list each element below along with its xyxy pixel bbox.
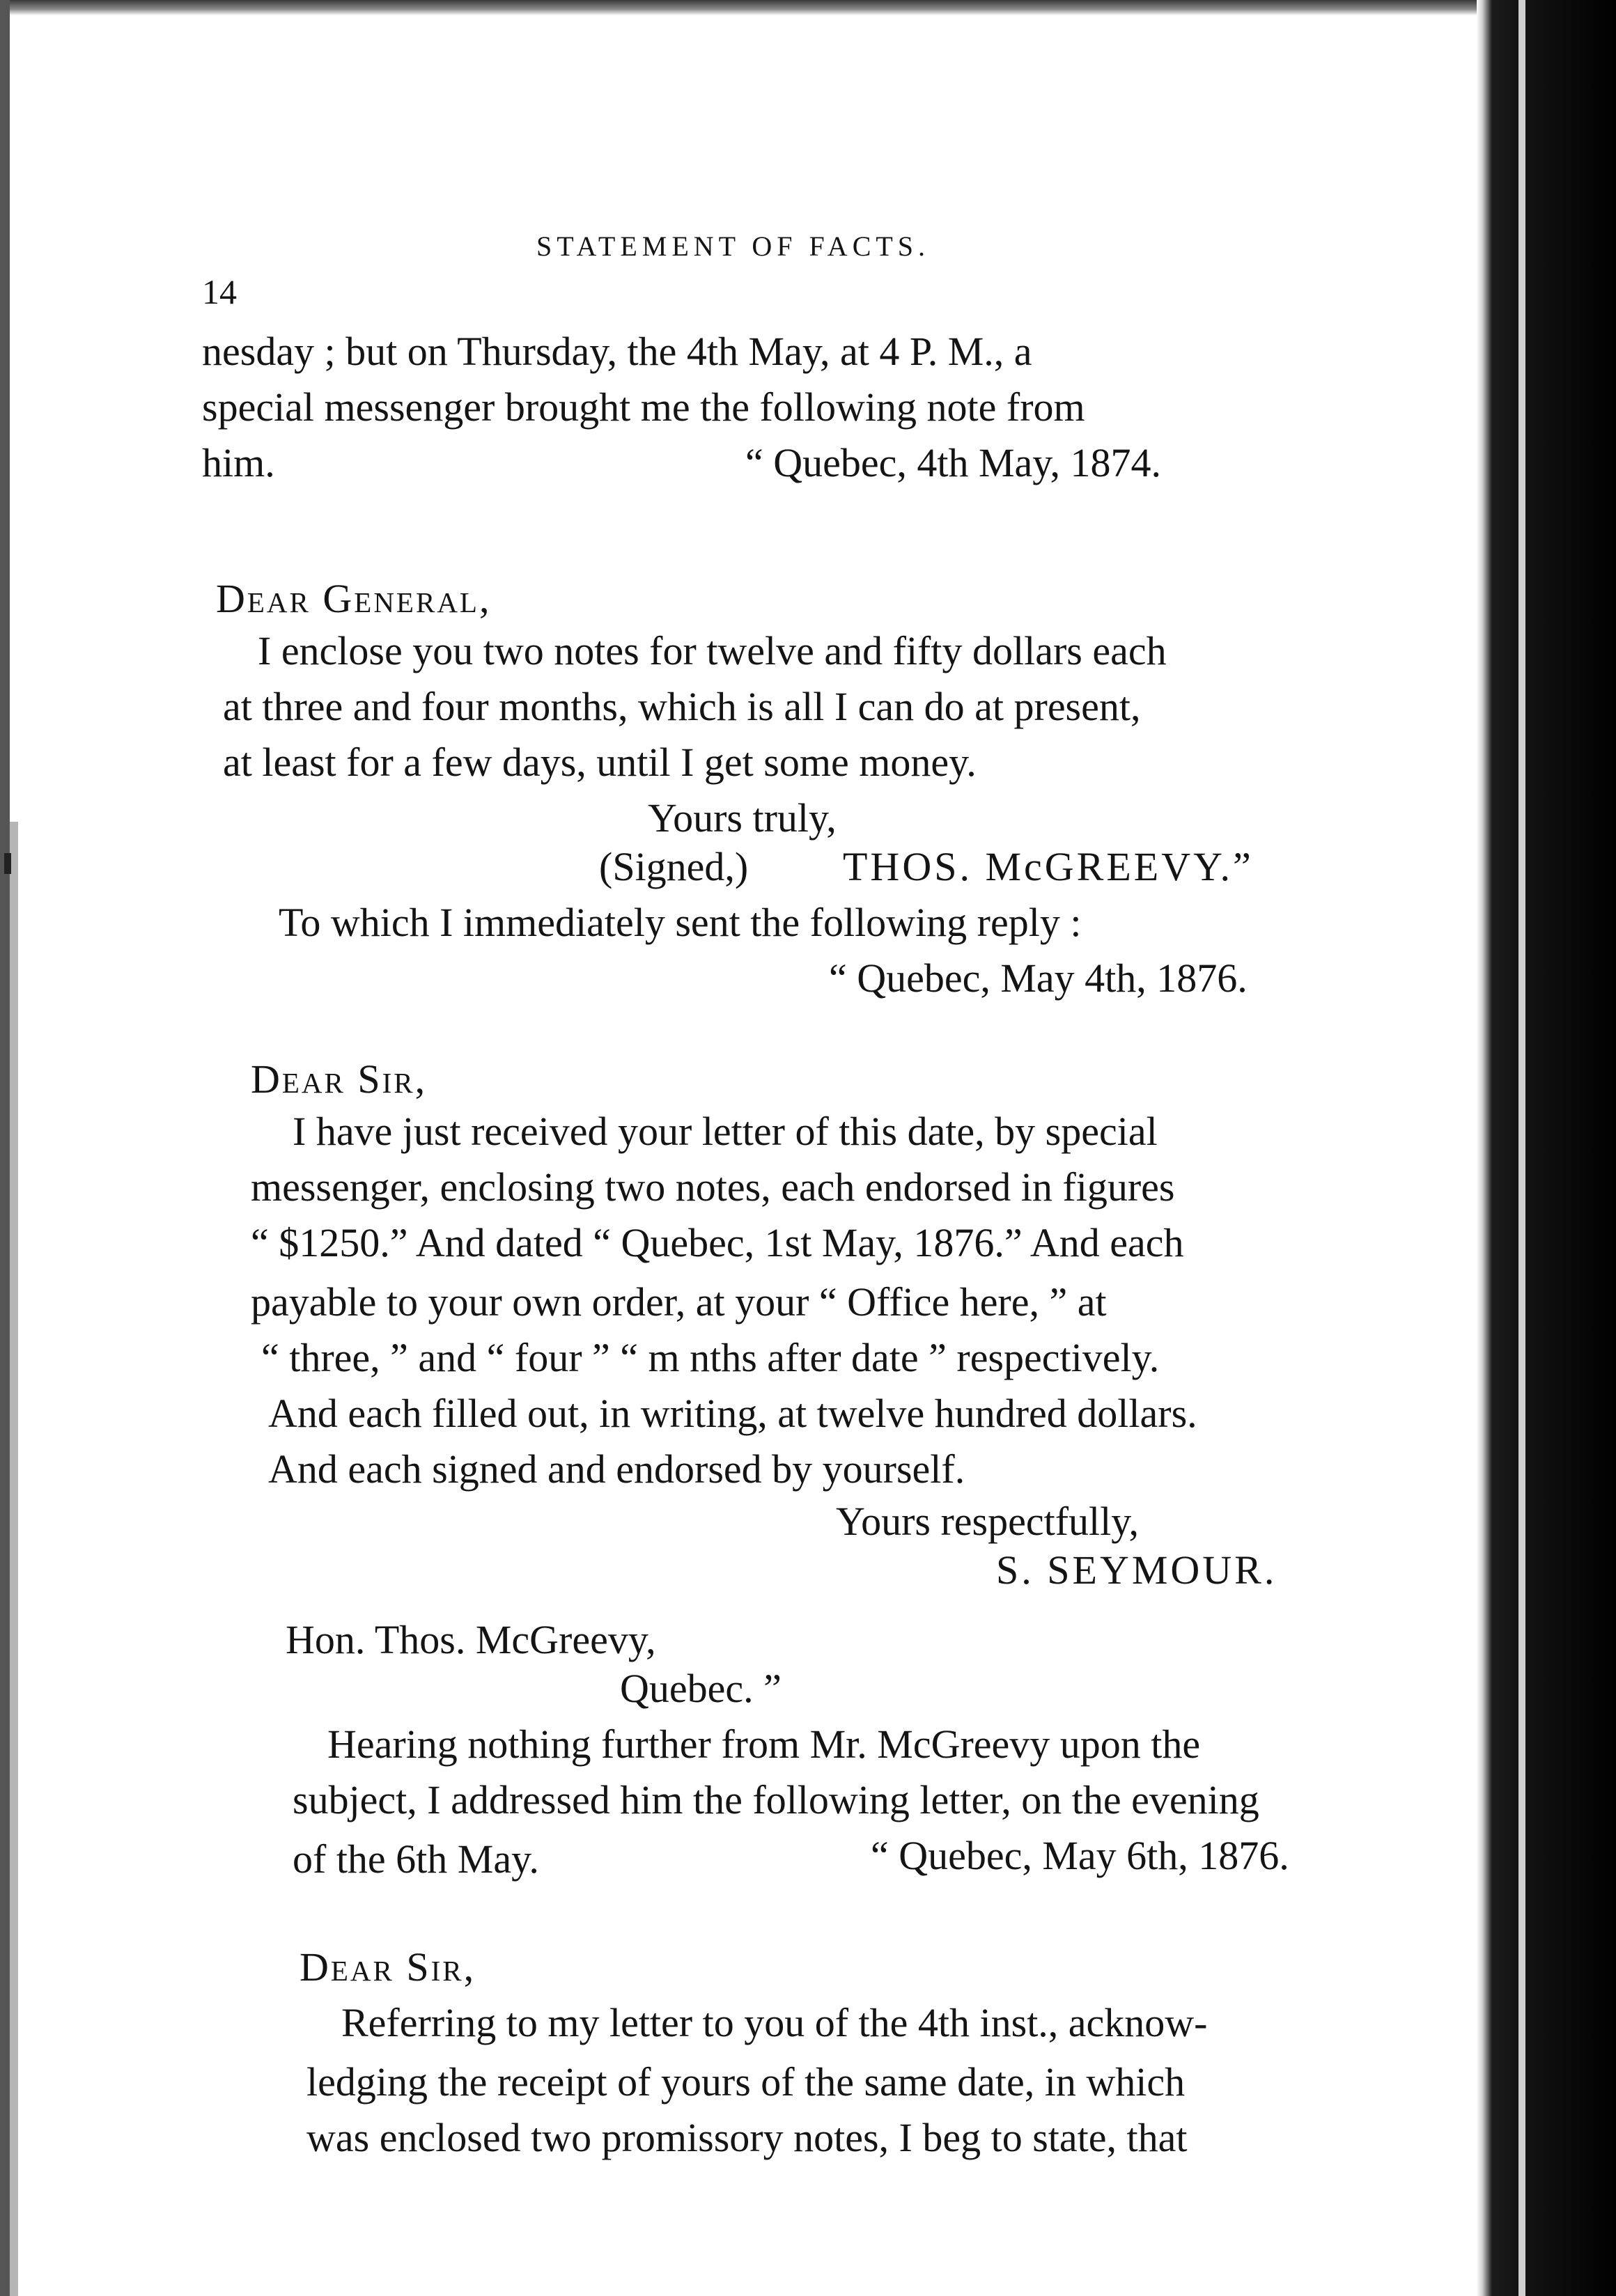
letter-line: I have just received your letter of this date, by special — [293, 1109, 1158, 1154]
letter-line: messenger, enclosing two notes, each endorsed in figures — [251, 1164, 1175, 1210]
letter-line: payable to your own order, at your “ Office here, ” at — [251, 1279, 1107, 1325]
letter-salutation: Dear General, — [216, 576, 492, 621]
letter-addressee-place: Quebec. ” — [620, 1666, 782, 1711]
letter-line: And each filled out, in writing, at twelve hundred dollars. — [268, 1391, 1197, 1436]
letter-signature: THOS. McGREEVY.” — [843, 844, 1254, 889]
running-title: STATEMENT OF FACTS. — [536, 231, 931, 262]
body-line: To which I immediately sent the following reply : — [279, 900, 1082, 945]
letter-line: I enclose you two notes for twelve and fifty dollars each — [258, 628, 1167, 673]
letter-line: And each signed and endorsed by yourself. — [268, 1446, 965, 1492]
scan-edge-left — [0, 0, 10, 2296]
letter-line: “ three, ” and “ four ” “ m nths after date ” respectively. — [261, 1335, 1160, 1380]
body-line: special messenger brought me the following note from — [202, 384, 1085, 430]
signed-label: (Signed,) — [599, 844, 749, 889]
body-line: nesday ; but on Thursday, the 4th May, at 4 P. M., a — [202, 329, 1032, 374]
letter-dateline: “ Quebec, May 4th, 1876. — [829, 955, 1248, 1001]
scan-edge-right — [1477, 0, 1616, 2296]
letter-closing: Yours respectfully, — [836, 1499, 1139, 1544]
letter-line: “ $1250.” And dated “ Quebec, 1st May, 1876.” And each — [251, 1220, 1184, 1265]
scan-mark — [4, 853, 11, 874]
letter-salutation: Dear Sir, — [251, 1056, 428, 1102]
letter-line: was enclosed two promissory notes, I beg to state, that — [306, 2115, 1188, 2160]
scan-edge-top — [0, 0, 1616, 15]
letter-line: ledging the receipt of yours of the same date, in which — [306, 2059, 1186, 2104]
letter-signature: S. SEYMOUR. — [996, 1547, 1277, 1593]
document-page — [202, 230, 1407, 2242]
body-line: him. — [202, 440, 275, 485]
letter-addressee: Hon. Thos. McGreevy, — [286, 1617, 656, 1662]
letter-line: at least for a few days, until I get some money. — [223, 740, 977, 785]
body-line: subject, I addressed him the following letter, on the evening — [293, 1777, 1259, 1822]
letter-closing: Yours truly, — [648, 795, 837, 841]
letter-line: at three and four months, which is all I can do at present, — [223, 684, 1141, 729]
letter-line: Referring to my letter to you of the 4th inst., acknow- — [341, 2000, 1208, 2045]
scan-edge-left-shadow — [10, 822, 18, 2296]
letter-dateline: “ Quebec, 4th May, 1874. — [745, 440, 1162, 485]
body-line: Hearing nothing further from Mr. McGreevy upon the — [327, 1721, 1201, 1767]
body-line: of the 6th May. — [293, 1836, 539, 1882]
letter-dateline: “ Quebec, May 6th, 1876. — [871, 1833, 1289, 1878]
page-number: 14 — [202, 272, 237, 311]
letter-salutation: Dear Sir, — [300, 1944, 476, 1990]
